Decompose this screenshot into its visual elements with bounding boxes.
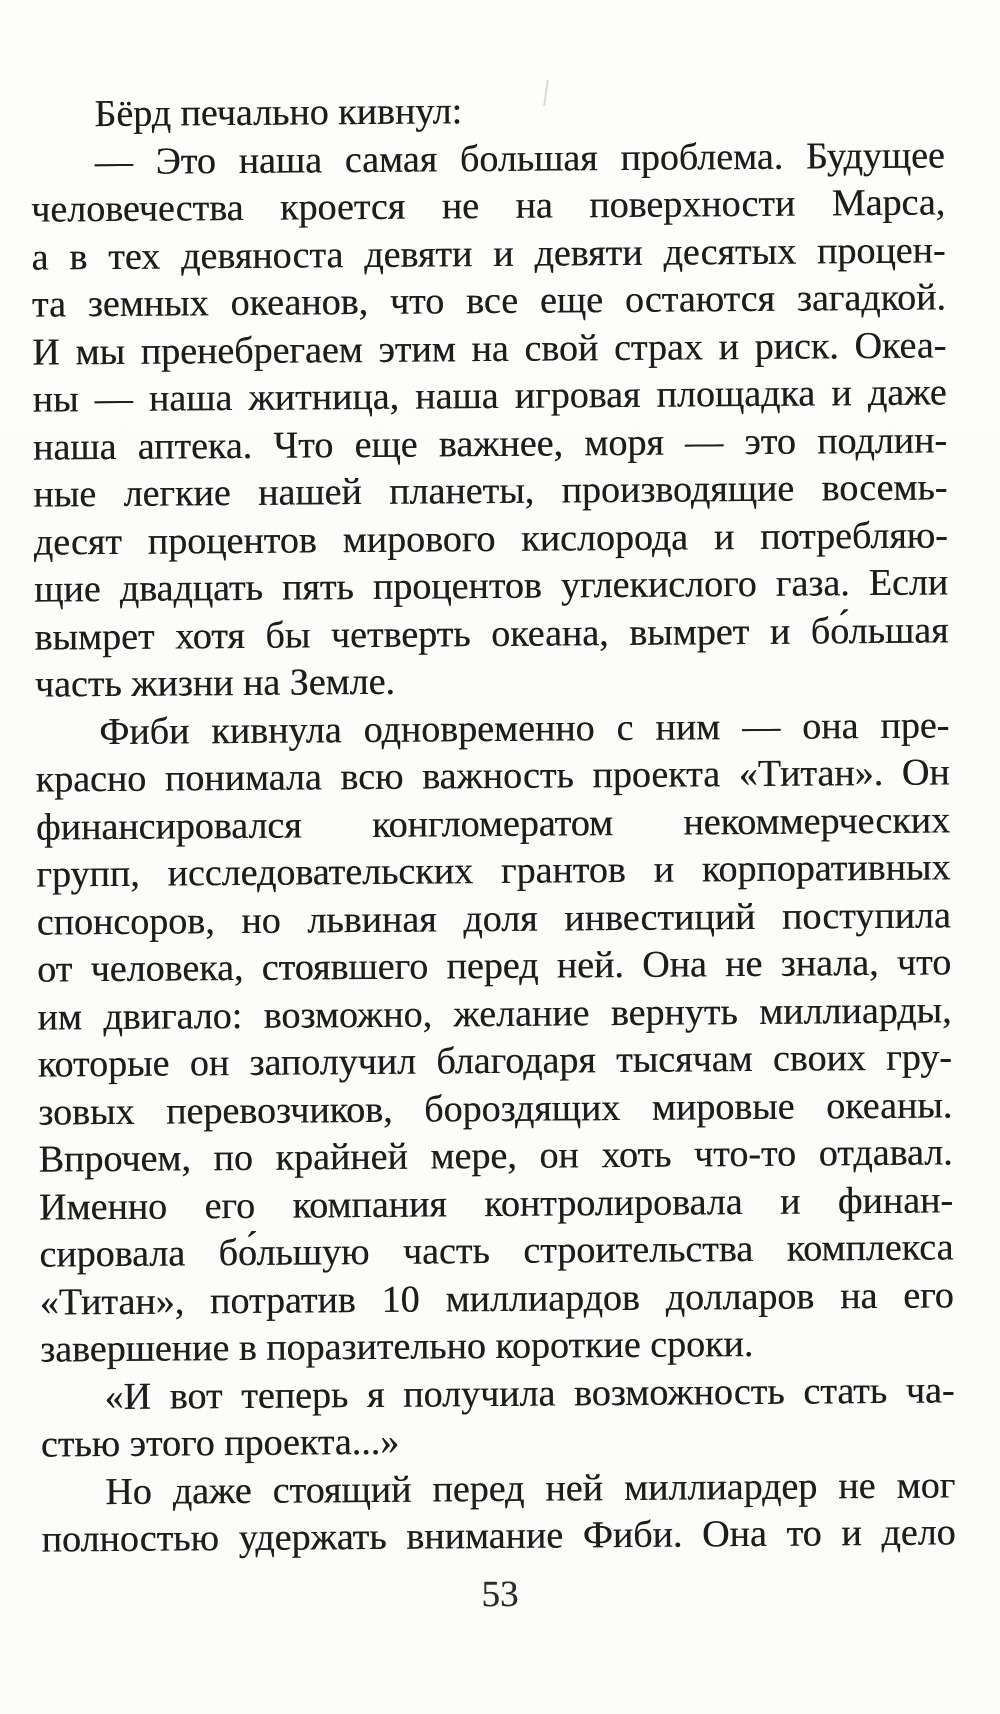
paragraph xyxy=(41,1462,956,1564)
text-line: Впрочем, по крайней мере, он хоть что-то отдавал. xyxy=(38,1131,953,1181)
paragraph xyxy=(30,84,944,139)
text-line: завершение в поразительно короткие сроки. xyxy=(39,1322,754,1371)
text-line: И мы пренебрегаем этим на свой страх и риск. Океа- xyxy=(32,323,947,374)
text-line: стью этого проекта...» xyxy=(40,1420,400,1466)
text-line: а в тех девяноста девяти и девяти десятых процен- xyxy=(31,228,946,279)
text-line: Бёрд печально кивнул: xyxy=(94,90,463,136)
paragraph xyxy=(35,702,954,1374)
text-line: спонсоров, но львиная доля инвестиций поступила xyxy=(36,893,951,944)
paragraph xyxy=(31,132,949,709)
page-number: 53 xyxy=(481,1573,519,1616)
text-line: Фиби кивнула одновременно с ним — она пре- xyxy=(99,703,950,753)
text-line: та земных океанов, что все еще остаются загадкой. xyxy=(31,276,947,326)
text-line: — Это наша самая большая проблема. Будущее xyxy=(94,133,945,183)
text-line: вымрет хотя бы четверть океана, вымрет и бо́льшая xyxy=(34,608,949,659)
page-text xyxy=(30,84,956,1564)
text-line: им двигало: возможно, желание вернуть миллиарды, xyxy=(37,988,952,1039)
text-line: Но даже стоящий перед ней миллиардер не мог xyxy=(105,1463,956,1513)
text-line: от человека, стоявшего перед ней. Она не знала, что xyxy=(36,941,952,991)
text-line: наша аптека. Что еще важнее, моря — это подлин- xyxy=(32,418,948,469)
text-line: финансировался конгломератом некоммерческих xyxy=(35,798,951,849)
text-line: ные легкие нашей планеты, производящие восемь- xyxy=(33,466,948,516)
text-line: зовых перевозчиков, бороздящих мировые океаны. xyxy=(38,1083,953,1134)
text-line: полностью удержать внимание Фиби. Она то и дело xyxy=(41,1511,956,1561)
text-line: которые он заполучил благодаря тысячам своих гру- xyxy=(37,1036,953,1086)
paragraph xyxy=(40,1367,955,1469)
text-line: Именно его компания контролировала и финан- xyxy=(38,1178,954,1229)
text-line: десят процентов мирового кислорода и потребляю- xyxy=(33,513,948,564)
text-line: «И вот теперь я получила возможность стать ча- xyxy=(104,1368,955,1418)
text-line: человечества кроется не на поверхности Марса, xyxy=(30,181,946,231)
text-line: щие двадцать пять процентов углекислого газа. Если xyxy=(33,561,949,611)
text-line: красно понимала всю важность проекта «Титан». Он xyxy=(35,751,950,801)
text-line: сировала бо́льшую часть строительства комплекса xyxy=(39,1226,954,1276)
text-line: групп, исследовательских грантов и корпоративных xyxy=(36,846,951,896)
text-line: «Титан», потратив 10 миллиардов долларов на его xyxy=(39,1273,954,1324)
text-line: ны — наша житница, наша игровая площадка и даже xyxy=(32,371,947,421)
text-line: часть жизни на Земле. xyxy=(34,660,396,706)
